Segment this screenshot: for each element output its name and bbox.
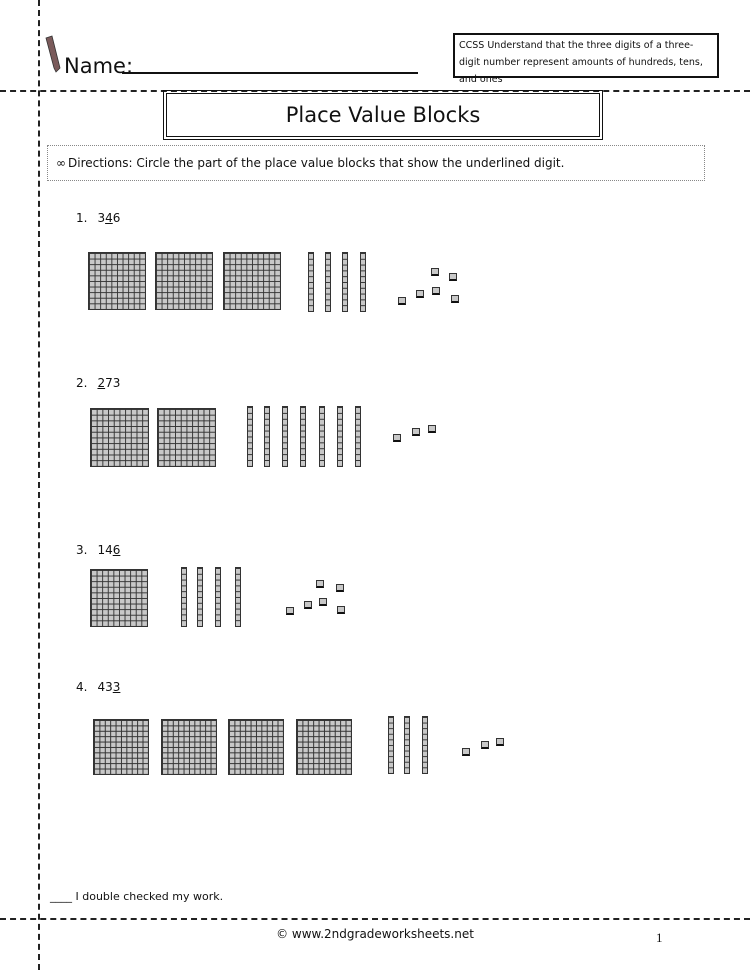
digit: 4 bbox=[105, 543, 113, 557]
bottom-divider bbox=[0, 918, 750, 920]
margin-line bbox=[38, 0, 40, 970]
tens-rod[interactable] bbox=[247, 406, 253, 467]
ones-cube[interactable] bbox=[286, 607, 294, 615]
underlined-digit: 4 bbox=[105, 211, 113, 225]
tens-rod[interactable] bbox=[325, 252, 331, 312]
digit: 3 bbox=[112, 376, 121, 390]
tens-rod[interactable] bbox=[235, 567, 241, 627]
tens-rod[interactable] bbox=[342, 252, 348, 312]
tens-rod[interactable] bbox=[282, 406, 288, 467]
underlined-digit: 3 bbox=[112, 680, 121, 694]
tens-rod[interactable] bbox=[215, 567, 221, 627]
tens-rod[interactable] bbox=[197, 567, 203, 627]
problem-label bbox=[76, 211, 120, 225]
ones-cube[interactable] bbox=[481, 741, 489, 749]
tens-rod[interactable] bbox=[319, 406, 325, 467]
hundreds-block[interactable] bbox=[223, 252, 281, 310]
problem-number: 2. bbox=[76, 376, 88, 390]
problem-label bbox=[76, 543, 120, 557]
ones-cube[interactable] bbox=[393, 434, 401, 442]
tens-rod[interactable] bbox=[404, 716, 410, 774]
glasses-icon: ∞ bbox=[56, 156, 66, 170]
tens-rod[interactable] bbox=[355, 406, 361, 467]
hundreds-block[interactable] bbox=[93, 719, 149, 775]
ones-cube[interactable] bbox=[432, 287, 440, 295]
digit: 1 bbox=[97, 543, 106, 557]
ones-cube[interactable] bbox=[431, 268, 439, 276]
name-label: Name: bbox=[64, 54, 134, 78]
tens-rod[interactable] bbox=[388, 716, 394, 774]
ones-cube[interactable] bbox=[462, 748, 470, 756]
problem-label bbox=[76, 376, 120, 390]
hundreds-block[interactable] bbox=[296, 719, 352, 775]
ones-cube[interactable] bbox=[451, 295, 459, 303]
page-title: Place Value Blocks bbox=[163, 90, 603, 140]
copyright: © www.2ndgradeworksheets.net bbox=[276, 927, 474, 941]
tens-rod[interactable] bbox=[422, 716, 428, 774]
hundreds-block[interactable] bbox=[228, 719, 284, 775]
tens-rod[interactable] bbox=[300, 406, 306, 467]
page-number: 1 bbox=[656, 930, 663, 945]
problem-number: 1. bbox=[76, 211, 88, 225]
ones-cube[interactable] bbox=[496, 738, 504, 746]
ones-cube[interactable] bbox=[449, 273, 457, 281]
hundreds-block[interactable] bbox=[157, 408, 216, 467]
tens-rod[interactable] bbox=[181, 567, 187, 627]
underlined-digit: 2 bbox=[97, 376, 106, 390]
hundreds-block[interactable] bbox=[88, 252, 146, 310]
ones-cube[interactable] bbox=[319, 598, 327, 606]
ones-cube[interactable] bbox=[398, 297, 406, 305]
double-check-line: ____ I double checked my work. bbox=[50, 890, 224, 903]
digit: 3 bbox=[105, 680, 113, 694]
problem-label bbox=[76, 680, 120, 694]
digit: 4 bbox=[97, 680, 106, 694]
digit: 3 bbox=[97, 211, 106, 225]
pencil-icon bbox=[44, 34, 62, 74]
hundreds-block[interactable] bbox=[161, 719, 217, 775]
underlined-digit: 6 bbox=[112, 543, 121, 557]
ones-cube[interactable] bbox=[428, 425, 436, 433]
ones-cube[interactable] bbox=[316, 580, 324, 588]
ones-cube[interactable] bbox=[304, 601, 312, 609]
ones-cube[interactable] bbox=[416, 290, 424, 298]
ones-cube[interactable] bbox=[412, 428, 420, 436]
ones-cube[interactable] bbox=[336, 584, 344, 592]
directions-text: Directions: Circle the part of the place value blocks that show the underlined digit. bbox=[68, 156, 565, 170]
tens-rod[interactable] bbox=[308, 252, 314, 312]
hundreds-block[interactable] bbox=[90, 569, 148, 627]
tens-rod[interactable] bbox=[360, 252, 366, 312]
tens-rod[interactable] bbox=[264, 406, 270, 467]
hundreds-block[interactable] bbox=[90, 408, 149, 467]
hundreds-block[interactable] bbox=[155, 252, 213, 310]
tens-rod[interactable] bbox=[337, 406, 343, 467]
name-input-line[interactable] bbox=[122, 72, 418, 74]
digit: 7 bbox=[105, 376, 113, 390]
directions-box bbox=[47, 145, 705, 181]
ones-cube[interactable] bbox=[337, 606, 345, 614]
ccss-standard-box: CCSS Understand that the three digits of a three-digit number represent amounts of hundreds, tens, and ones bbox=[453, 33, 719, 78]
problem-number: 3. bbox=[76, 543, 88, 557]
digit: 6 bbox=[112, 211, 121, 225]
problem-number: 4. bbox=[76, 680, 88, 694]
